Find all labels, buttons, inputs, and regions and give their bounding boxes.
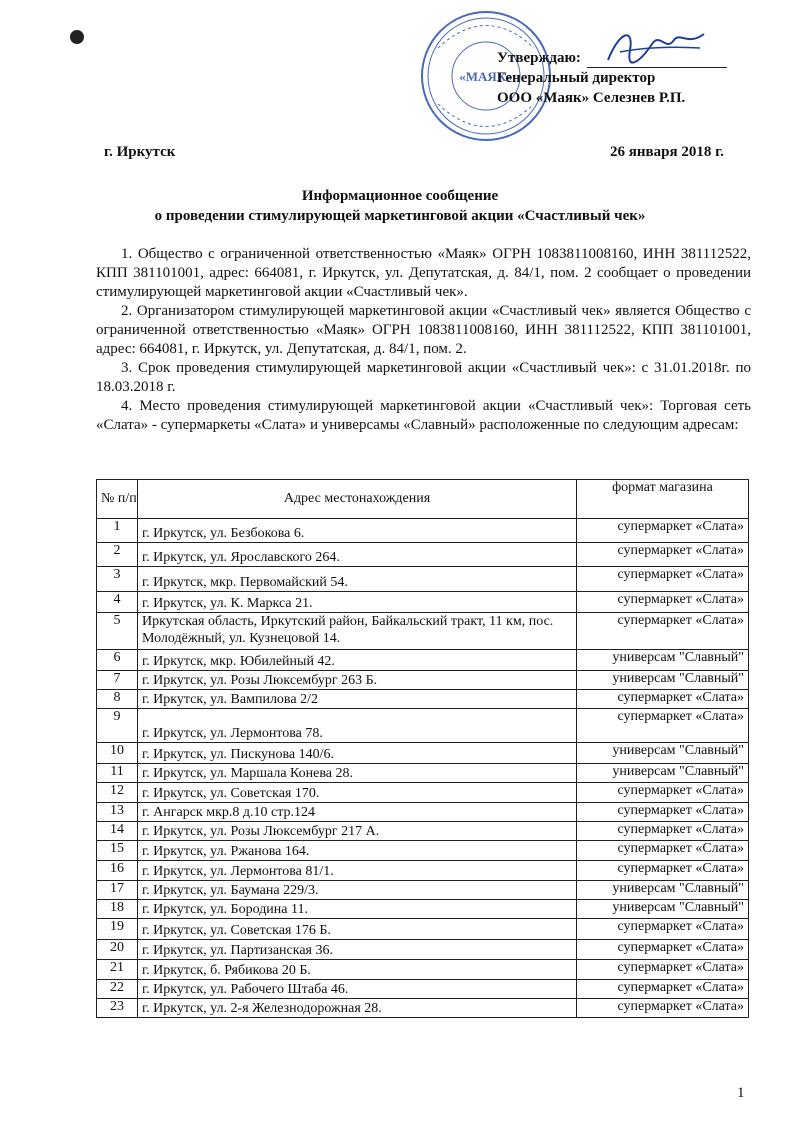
column-header-number: № п/п — [97, 480, 138, 519]
row-number: 9 — [97, 709, 138, 743]
row-number: 12 — [97, 783, 138, 803]
row-number: 6 — [97, 650, 138, 671]
row-address: г. Иркутск, ул. Советская 170. — [138, 783, 577, 803]
approver-org-name: ООО «Маяк» Селезнев Р.П. — [497, 90, 686, 106]
table-body — [97, 519, 749, 1018]
row-address: г. Иркутск, ул. Ярославского 264. — [138, 543, 577, 567]
row-format: универсам "Славный" — [577, 881, 749, 900]
paragraph-2: 2. Организатором стимулирующей маркетинговой акции «Счастливый чек» является Общество с ограниченной ответственностью «Маяк» ОГРН 1083811008160, ИНН 381112522, КПП 381101001, адрес: 664081, г. Иркутск, ул. Депутатская, д. 84/1, пом. 2. — [96, 303, 751, 357]
row-number: 2 — [97, 543, 138, 567]
signature-line — [587, 53, 727, 68]
table-row — [97, 841, 749, 861]
row-number: 8 — [97, 690, 138, 709]
row-number: 4 — [97, 592, 138, 613]
row-number: 19 — [97, 919, 138, 940]
table-row — [97, 900, 749, 919]
row-address: г. Иркутск, мкр. Юбилейный 42. — [138, 650, 577, 671]
row-address: г. Иркутск, ул. К. Маркса 21. — [138, 592, 577, 613]
row-format: супермаркет «Слата» — [577, 613, 749, 650]
row-address: г. Иркутск, б. Рябикова 20 Б. — [138, 960, 577, 980]
row-format: универсам "Славный" — [577, 650, 749, 671]
document-date: 26 января 2018 г. — [610, 144, 724, 160]
row-number: 1 — [97, 519, 138, 543]
paragraph-4: 4. Место проведения стимулирующей маркетинговой акции «Счастливый чек»: Торговая сеть «Слата» - супермаркеты «Слата» и универсамы «Славный» расположенные по следующим адресам: — [96, 398, 751, 433]
row-format: супермаркет «Слата» — [577, 543, 749, 567]
row-format: супермаркет «Слата» — [577, 592, 749, 613]
row-number: 3 — [97, 567, 138, 592]
table-row — [97, 567, 749, 592]
row-address: г. Иркутск, ул. Лермонтова 78. — [138, 709, 577, 743]
row-format: универсам "Славный" — [577, 764, 749, 783]
row-number: 11 — [97, 764, 138, 783]
column-header-format: формат магазина — [577, 480, 749, 519]
document-subtitle: о проведении стимулирующей маркетинговой акции «Счастливый чек» — [154, 208, 646, 224]
row-number: 18 — [97, 900, 138, 919]
row-address: г. Иркутск, ул. Вампилова 2/2 — [138, 690, 577, 709]
row-format: супермаркет «Слата» — [577, 919, 749, 940]
page-number: 1 — [737, 1085, 745, 1101]
row-number: 7 — [97, 671, 138, 690]
table-row — [97, 919, 749, 940]
approver-title: Генеральный директор — [497, 70, 656, 86]
row-number: 13 — [97, 803, 138, 822]
row-format: супермаркет «Слата» — [577, 822, 749, 841]
table-row — [97, 671, 749, 690]
row-format: универсам "Славный" — [577, 671, 749, 690]
table-row — [97, 803, 749, 822]
table-row — [97, 650, 749, 671]
stamp-text: «МАЯК» — [459, 69, 513, 84]
row-format: супермаркет «Слата» — [577, 861, 749, 881]
row-address: г. Иркутск, ул. 2-я Железнодорожная 28. — [138, 999, 577, 1018]
row-number: 5 — [97, 613, 138, 650]
approval-block — [497, 48, 727, 108]
row-address: г. Иркутск, ул. Партизанская 36. — [138, 940, 577, 960]
row-address: г. Иркутск, ул. Безбокова 6. — [138, 519, 577, 543]
row-address: г. Иркутск, ул. Лермонтова 81/1. — [138, 861, 577, 881]
row-format: супермаркет «Слата» — [577, 519, 749, 543]
table-row — [97, 690, 749, 709]
row-number: 10 — [97, 743, 138, 764]
row-format: супермаркет «Слата» — [577, 690, 749, 709]
row-format: супермаркет «Слата» — [577, 999, 749, 1018]
row-address: г. Иркутск, ул. Пискунова 140/6. — [138, 743, 577, 764]
table-row — [97, 960, 749, 980]
table-row — [97, 861, 749, 881]
store-address-table — [96, 479, 749, 1018]
row-format: супермаркет «Слата» — [577, 803, 749, 822]
row-address: г. Иркутск, ул. Бородина 11. — [138, 900, 577, 919]
row-number: 14 — [97, 822, 138, 841]
table-row — [97, 709, 749, 743]
row-address: г. Ангарск мкр.8 д.10 стр.124 — [138, 803, 577, 822]
table-row — [97, 592, 749, 613]
row-format: супермаркет «Слата» — [577, 980, 749, 999]
table-header-row — [97, 480, 749, 519]
row-address: г. Иркутск, ул. Советская 176 Б. — [138, 919, 577, 940]
row-number: 23 — [97, 999, 138, 1018]
row-address: г. Иркутск, ул. Розы Люксембург 217 А. — [138, 822, 577, 841]
row-address: Иркутская область, Иркутский район, Байкальский тракт, 11 км, пос. Молодёжный, ул. Кузнецовой 14. — [138, 613, 577, 650]
row-address: г. Иркутск, ул. Розы Люксембург 263 Б. — [138, 671, 577, 690]
row-number: 15 — [97, 841, 138, 861]
row-number: 21 — [97, 960, 138, 980]
body-text — [96, 245, 751, 435]
table-row — [97, 822, 749, 841]
row-format: супермаркет «Слата» — [577, 940, 749, 960]
document-city: г. Иркутск — [104, 144, 176, 160]
row-format: универсам "Славный" — [577, 900, 749, 919]
row-address: г. Иркутск, ул. Баумана 229/3. — [138, 881, 577, 900]
row-number: 17 — [97, 881, 138, 900]
approve-label: Утверждаю: — [497, 50, 581, 66]
row-format: универсам "Славный" — [577, 743, 749, 764]
table-row — [97, 613, 749, 650]
row-address: г. Иркутск, мкр. Первомайский 54. — [138, 567, 577, 592]
row-format: супермаркет «Слата» — [577, 567, 749, 592]
punch-hole-mark — [70, 30, 84, 44]
document-title: Информационное сообщение — [301, 188, 499, 204]
table-row — [97, 519, 749, 543]
table-row — [97, 940, 749, 960]
row-format: супермаркет «Слата» — [577, 709, 749, 743]
row-address: г. Иркутск, ул. Маршала Конева 28. — [138, 764, 577, 783]
paragraph-3: 3. Срок проведения стимулирующей маркетинговой акции «Счастливый чек»: с 31.01.2018г. по 18.03.2018 г. — [96, 360, 751, 395]
column-header-address: Адрес местонахождения — [138, 480, 577, 519]
row-number: 22 — [97, 980, 138, 999]
table-row — [97, 764, 749, 783]
row-address: г. Иркутск, ул. Ржанова 164. — [138, 841, 577, 861]
row-format: супермаркет «Слата» — [577, 841, 749, 861]
table-row — [97, 783, 749, 803]
row-address: г. Иркутск, ул. Рабочего Штаба 46. — [138, 980, 577, 999]
row-format: супермаркет «Слата» — [577, 783, 749, 803]
table-row — [97, 881, 749, 900]
table-row — [97, 980, 749, 999]
table-row — [97, 743, 749, 764]
row-number: 16 — [97, 861, 138, 881]
paragraph-1: 1. Общество с ограниченной ответственностью «Маяк» ОГРН 1083811008160, ИНН 381112522, КПП 381101001, адрес: 664081, г. Иркутск, ул. Депутатская, д. 84/1, пом. 2 сообщает о проведении стимулирующей маркетинговой акции «Счастливый чек». — [96, 246, 751, 300]
row-number: 20 — [97, 940, 138, 960]
table-row — [97, 543, 749, 567]
table-row — [97, 999, 749, 1018]
row-format: супермаркет «Слата» — [577, 960, 749, 980]
